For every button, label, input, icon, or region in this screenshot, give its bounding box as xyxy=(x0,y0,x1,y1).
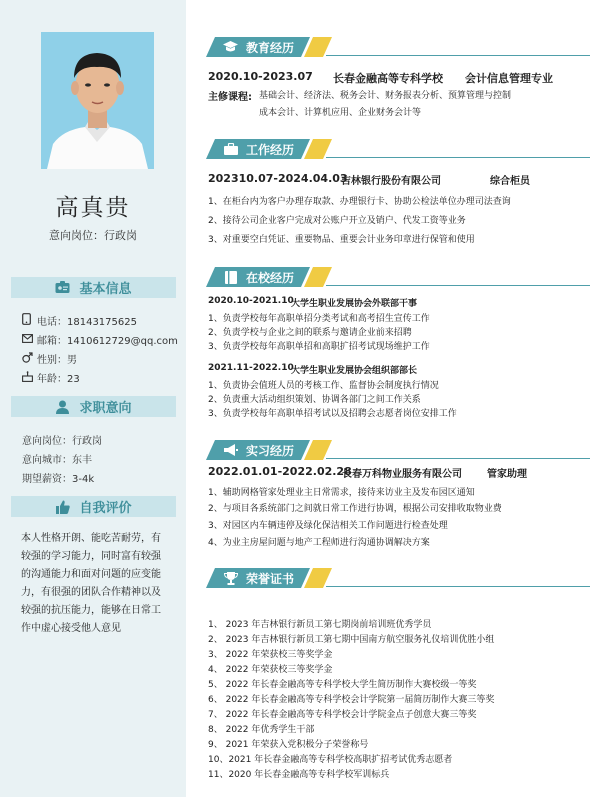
campus-title: 在校经历 xyxy=(246,271,295,285)
id-card-icon xyxy=(55,280,70,295)
self-evaluation-header xyxy=(11,496,176,517)
work-item: 2、接待公司企业客户完成对公账户开立及销户、代发工资等业务 xyxy=(208,216,466,226)
campus-org-1: 大学生职业发展协会外联部干事 xyxy=(291,299,418,309)
internship-item: 2、与项目各系统部门之间就日常工作进行协调，根据公司安排收取物业费 xyxy=(208,504,502,514)
honor-item: 2、 2023 年吉林银行新员工第七期中国南方航空服务礼仪培训优胜小组 xyxy=(208,635,495,645)
honor-item: 6、 2022 年长春金融高等专科学校会计学院第一届简历制作大赛三等奖 xyxy=(208,695,495,705)
campus-org-2: 大学生职业发展协会组织部部长 xyxy=(291,366,418,376)
job-intention-title: 求职意向 xyxy=(79,401,132,416)
work-item: 1、在柜台内为客户办理存取款、办理银行卡、协助公检法单位办理司法查询 xyxy=(208,197,511,207)
courses-label: 主修课程: xyxy=(208,92,252,103)
internship-item: 4、为业主房屋问题与地产工程师进行沟通协调解决方案 xyxy=(208,538,430,548)
self-evaluation-title: 自我评价 xyxy=(79,501,132,516)
internship-item: 3、对园区内车辆违停及绿化保洁相关工作问题进行检查处理 xyxy=(208,521,448,531)
education-header xyxy=(206,37,590,57)
honor-item: 11、2020 年长春金融高等专科学校军训标兵 xyxy=(208,770,390,780)
honors-title: 荣誉证书 xyxy=(246,572,295,586)
education-period: 2020.10-2023.07 xyxy=(208,70,313,83)
gender-row xyxy=(22,351,77,366)
courses-line-2: 成本会计、计算机应用、企业财务会计等 xyxy=(259,108,422,118)
age-text: 年龄：23 xyxy=(37,374,80,385)
intent-position: 意向岗位：行政岗 xyxy=(22,436,102,447)
thumbs-up-icon xyxy=(55,499,70,514)
campus-item: 2、负责学校与企业之间的联系与邀请企业前来招聘 xyxy=(208,328,412,338)
expected-salary: 期望薪资：3-4k xyxy=(22,474,95,485)
email-text: 邮箱：1410612729@qq.com xyxy=(37,336,178,347)
campus-period-2: 2021.11-2022.10 xyxy=(208,363,294,373)
portrait-image xyxy=(41,32,154,169)
intended-position: 意向岗位：行政岗 xyxy=(49,229,137,242)
internship-role: 管家助理 xyxy=(487,469,527,480)
phone-row xyxy=(22,313,137,328)
gender-text: 性别：男 xyxy=(37,355,77,366)
basic-info-title: 基本信息 xyxy=(79,282,132,297)
campus-item: 3、负责学校每年高职单招和高职扩招考试现场维护工作 xyxy=(208,342,430,352)
mail-icon xyxy=(22,334,34,346)
honors-header xyxy=(206,568,590,588)
phone-text: 电话：18143175625 xyxy=(37,317,137,328)
honor-item: 5、 2022 年长春金融高等专科学校大学生简历制作大赛校级一等奖 xyxy=(208,680,477,690)
briefcase-icon xyxy=(223,142,238,156)
work-item: 3、对重要空白凭证、重要物品、重要会计业务印章进行保管和使用 xyxy=(208,235,475,245)
internship-title: 实习经历 xyxy=(246,444,295,458)
campus-item: 2、负责重大活动组织策划、协调各部门之间工作关系 xyxy=(208,395,421,405)
honor-item: 4、 2022 年荣获校三等奖学金 xyxy=(208,665,333,675)
work-header xyxy=(206,139,590,159)
campus-header xyxy=(206,267,590,287)
basic-info-header xyxy=(11,277,176,298)
job-intention-header xyxy=(11,396,176,417)
internship-header xyxy=(206,440,590,460)
work-role: 综合柜员 xyxy=(490,176,530,187)
user-icon xyxy=(55,399,70,414)
honor-item: 3、 2022 年荣获校三等奖学金 xyxy=(208,650,333,660)
book-icon xyxy=(223,270,238,284)
honor-item: 10、2021 年长春金融高等专科学校高职扩招考试优秀志愿者 xyxy=(208,755,453,765)
campus-item: 3、负责学校每年高职单招考试以及招聘会志愿者岗位安排工作 xyxy=(208,409,457,419)
gender-icon xyxy=(22,352,34,366)
email-row xyxy=(22,332,178,347)
honor-item: 9、 2021 年荣获入党积极分子荣誉称号 xyxy=(208,740,369,750)
campus-item: 1、负责学校每年高职单招分类考试和高考招生宣传工作 xyxy=(208,314,430,324)
trophy-icon xyxy=(223,571,238,585)
self-evaluation-text: 本人性格开朗、能吃苦耐劳，有较强的学习能力，同时富有较强的沟通能力和面对问题的应变能力，有很强的团队合作精神以及较强的抗压能力，能够在日常工作中虚心接受他人意见 xyxy=(21,533,161,634)
work-title: 工作经历 xyxy=(246,143,295,157)
work-company: 吉林银行股份有限公司 xyxy=(341,176,441,187)
internship-company: 长春万科物业服务有限公司 xyxy=(342,469,462,480)
education-title: 教育经历 xyxy=(246,41,295,55)
intent-city: 意向城市：东丰 xyxy=(22,455,92,466)
graduation-cap-icon xyxy=(223,40,238,54)
age-icon xyxy=(22,371,34,385)
megaphone-icon xyxy=(223,443,238,457)
age-row xyxy=(22,370,80,385)
courses-line-1: 基础会计、经济法、税务会计、财务报表分析、预算管理与控制 xyxy=(259,91,512,101)
honor-item: 7、 2022 年长春金融高等专科学校会计学院金点子创意大赛三等奖 xyxy=(208,710,477,720)
internship-item: 1、辅助网格管家处理业主日常需求，接待来访业主及发布园区通知 xyxy=(208,488,475,498)
campus-item: 1、负责协会值班人员的考核工作、监督协会制度执行情况 xyxy=(208,381,439,391)
education-major: 会计信息管理专业 xyxy=(465,72,553,85)
education-school: 长春金融高等专科学校 xyxy=(333,72,443,85)
honor-item: 1、 2023 年吉林银行新员工第七期岗前培训班优秀学员 xyxy=(208,620,432,630)
work-period: 202310.07-2024.04.03 xyxy=(208,172,348,185)
sidebar xyxy=(0,0,186,797)
internship-period: 2022.01.01-2022.02.28 xyxy=(208,465,352,478)
honor-item: 8、 2022 年优秀学生干部 xyxy=(208,725,315,735)
profile-photo xyxy=(41,32,154,169)
candidate-name: 高真贵 xyxy=(55,195,131,221)
phone-icon xyxy=(22,313,34,328)
campus-period-1: 2020.10-2021.10 xyxy=(208,296,294,306)
